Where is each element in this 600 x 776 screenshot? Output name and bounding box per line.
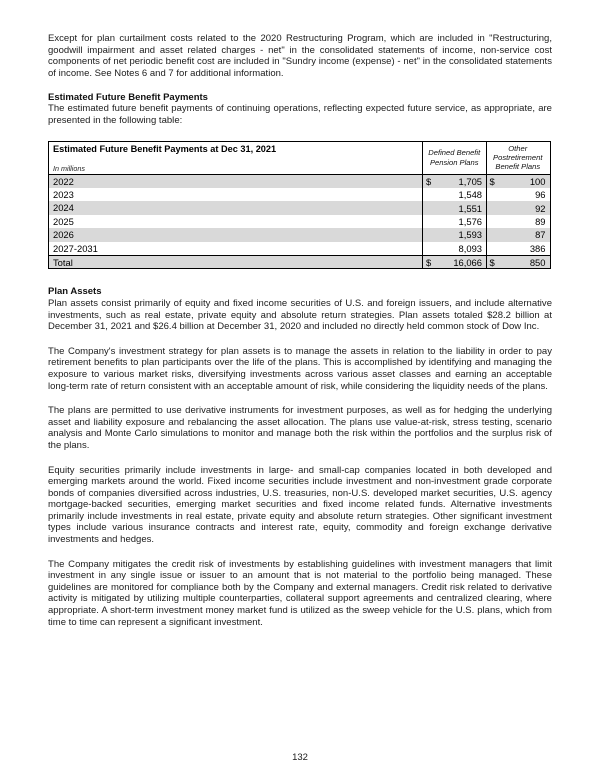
column-header-defined-benefit-pension-plans: Defined Benefit Pension Plans (422, 142, 486, 174)
table-header (49, 142, 550, 175)
row-label: 2024 (53, 202, 74, 214)
pension-cell (422, 256, 486, 269)
pension-value: 8,093 (458, 242, 482, 254)
currency-symbol: $ (489, 257, 495, 268)
plan-assets-paragraph-4: Equity securities primarily include investments in large- and small-cap companies located in both developed and emerging markets around the world. Fixed income securities include investment and non-investment grade corporate bonds of companies diversified across industries, U.S. treasuries, non-U.S. developed market securities, U.S. agency mortgage-backed securities, emerging market securities and fixed income related funds. Alternative investments primarily include investments in real estate, private equity and absolute return strategies. Other significant investment types include various insurance contracts and interest rate, equity, commodity and foreign exchange derivative investments and hedges. (48, 464, 552, 546)
table-units-label: In millions (53, 163, 85, 173)
postretirement-value: 89 (535, 216, 546, 228)
table-row-2026 (49, 228, 550, 241)
postretirement-cell (486, 175, 550, 188)
table-row-2027-2031 (49, 242, 550, 255)
section-heading-estimated-future-benefit-payments: Estimated Future Benefit Payments (48, 91, 208, 103)
currency-symbol: $ (426, 257, 432, 268)
row-label: 2027-2031 (53, 242, 98, 254)
pension-value: 1,593 (458, 229, 482, 241)
plan-assets-paragraph-5: The Company mitigates the credit risk of investments by establishing guidelines with investment managers that limit investment in any single issue or issuer to an amount that is not material to the portfolio being managed. These guidelines are monitored for compliance both by the Company and external managers. Credit risk related to derivative activity is mitigated by utilizing multiple counterparties, collateral support agreements and centralized clearing, where appropriate. A short-term investment money market fund is utilized as the sweep vehicle for the U.S. plans, which from time to time can represent a significant investment. (48, 558, 552, 628)
row-label: Total (53, 257, 73, 268)
column-header-other-postretirement-benefit-plans: Other Postretirement Benefit Plans (486, 142, 550, 174)
postretirement-value: 92 (535, 202, 546, 214)
table-title-cell (49, 142, 422, 174)
row-label: 2026 (53, 229, 74, 241)
table-row-2025 (49, 215, 550, 228)
estimated-section-paragraph: The estimated future benefit payments of continuing operations, reflecting expected future service, as appropriate, are presented in the following table: (48, 103, 552, 127)
pension-cell (422, 215, 486, 228)
intro-paragraph: Except for plan curtailment costs related to the 2020 Restructuring Program, which are included in "Restructuring, goodwill impairment and asset related charges - net" in the consolidated statements of income, non-service cost components of net periodic benefit cost are included in "Sundry income (expense) - net" in the consolidated statements of income. See Notes 6 and 7 for additional information. (48, 33, 552, 79)
postretirement-cell (486, 228, 550, 241)
pension-value: 1,548 (458, 189, 482, 201)
plan-assets-paragraph-1: Plan assets consist primarily of equity and fixed income securities of U.S. and foreign issuers, and include alternative investments, such as real estate, private equity and absolute return strategies. Plan assets totaled $28.2 billion at December 31, 2021 and $26.4 billion at December 31, 2020 and included no directly held common stock of Dow Inc. (48, 297, 552, 333)
postretirement-cell (486, 188, 550, 201)
currency-symbol: $ (426, 175, 432, 187)
pension-value: 1,551 (458, 202, 482, 214)
postretirement-value: 386 (529, 242, 546, 254)
postretirement-value: 87 (535, 229, 546, 241)
plan-assets-paragraph-2: The Company's investment strategy for plan assets is to manage the assets in relation to the liability in order to pay retirement benefits to plan participants over the life of the plans. This is accomplished by identifying and managing the exposure to various market risks, diversifying investments across various asset classes and earning an acceptable long-term rate of return consistent with an acceptable amount of risk, while considering the liquidity needs of the plans. (48, 345, 552, 392)
postretirement-cell (486, 256, 550, 269)
pension-cell (422, 228, 486, 241)
pension-value: 1,705 (458, 175, 482, 187)
table-row-total (49, 255, 550, 268)
postretirement-cell (486, 215, 550, 228)
postretirement-value: 100 (529, 175, 546, 187)
pension-cell (422, 188, 486, 201)
pension-value: 1,576 (458, 216, 482, 228)
table-row-2022 (49, 175, 550, 188)
table-row-2023 (49, 188, 550, 201)
pension-cell (422, 175, 486, 188)
section-heading-plan-assets: Plan Assets (48, 286, 102, 298)
postretirement-value: 850 (529, 257, 546, 268)
row-label: 2025 (53, 215, 74, 227)
pension-value: 16,066 (453, 257, 482, 268)
plan-assets-paragraph-3: The plans are permitted to use derivative instruments for investment purposes, as well as for hedging the underlying asset and liability exposure and rebalancing the asset allocation. The plans use value-at-risk, stress testing, scenario analysis and Monte Carlo simulations to monitor and manage both the risk within the portfolios and the surplus risk of the plans. (48, 405, 552, 451)
currency-symbol: $ (489, 175, 495, 187)
row-label: 2023 (53, 189, 74, 201)
postretirement-cell (486, 242, 550, 255)
pension-cell (422, 201, 486, 214)
table-title: Estimated Future Benefit Payments at Dec 31, 2021 (53, 143, 277, 154)
postretirement-cell (486, 201, 550, 214)
benefit-payments-table (48, 141, 551, 270)
row-label: 2022 (53, 175, 74, 187)
postretirement-value: 96 (535, 189, 546, 201)
pension-cell (422, 242, 486, 255)
page-number: 132 (292, 752, 308, 763)
table-row-2024 (49, 201, 550, 214)
